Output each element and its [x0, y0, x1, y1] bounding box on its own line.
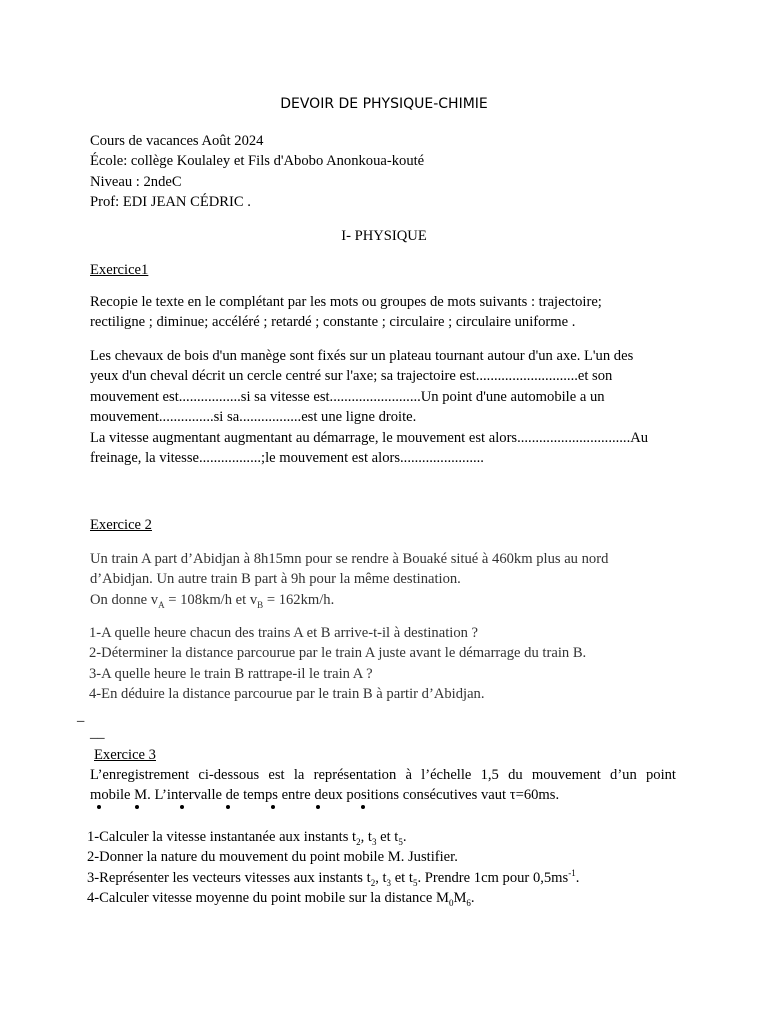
header-info: [90, 131, 680, 213]
header-line: Niveau : 2ndeC: [90, 173, 182, 190]
instruction-line: Recopie le texte en le complétant par les mots ou groupes de mots suivants : trajectoire;: [90, 294, 602, 310]
text-line: mouvement...............si sa.................est une ligne droite.: [90, 409, 417, 426]
header-line: Prof: EDI JEAN CÉDRIC .: [90, 194, 251, 211]
stray-bar: __: [90, 725, 105, 741]
question: 1-Calculer la vitesse instantanée aux instants $t_2$, $t_3$ et $t_5$.: [87, 829, 407, 847]
exercise1-instruction: [90, 292, 680, 333]
instruction-line: rectiligne ; diminue; accéléré ; retardé ; constante ; circulaire ; circulaire uniforme .: [90, 314, 576, 331]
exercise2-questions: [89, 623, 679, 705]
position-dot: [316, 805, 320, 809]
position-dot: [97, 805, 101, 809]
question: 2-Donner la nature du mouvement du point mobile M. Justifier.: [87, 849, 458, 866]
header-line: École: collège Koulaley et Fils d'Abobo Anonkoua-kouté: [90, 153, 425, 170]
text-line: L’enregistrement ci-dessous est la représentation à l’échelle 1,5 du mouvement d’un point: [90, 767, 676, 783]
intro-line: Un train A part d’Abidjan à 8h15mn pour se rendre à Bouaké situé à 460km plus au nord: [90, 551, 609, 567]
exercise3-heading: Exercice 3: [94, 747, 156, 763]
exercise1-heading: Exercice1: [90, 262, 149, 278]
given-values: On donne $v_A = 108km/h$ et $v_B = 162km/h$.: [90, 591, 335, 610]
position-dot: [135, 805, 139, 809]
position-dot: [226, 805, 230, 809]
stray-dash: _: [77, 708, 85, 724]
header-line: Cours de vacances Août 2024: [90, 133, 264, 149]
exercise2-heading: Exercice 2: [90, 517, 152, 533]
position-dot: [271, 805, 275, 809]
section-heading: I- PHYSIQUE: [341, 228, 427, 244]
question: 4-En déduire la distance parcourue par le train B à partir d’Abidjan.: [89, 686, 485, 703]
intro-line: d’Abidjan. Un autre train B part à 9h pour la même destination.: [90, 571, 461, 588]
question: 2-Déterminer la distance parcourue par le train A juste avant le démarrage du train B.: [89, 645, 587, 662]
question: 1-A quelle heure chacun des trains A et B arrive-t-il à destination ?: [89, 625, 479, 641]
question: 3-A quelle heure le train B rattrape-il le train A ?: [89, 665, 373, 682]
text-line: Les chevaux de bois d'un manège sont fixés sur un plateau tournant autour d'un axe. L'un des: [90, 348, 634, 364]
text-line: La vitesse augmentant augmentant au démarrage, le mouvement est alors...............................Au: [90, 429, 649, 446]
text-line: mouvement est.................si sa vitesse est.........................Un point d'une automobile a un: [90, 388, 605, 405]
document-title: DEVOIR DE PHYSIQUE-CHIMIE: [280, 96, 488, 112]
position-dot: [361, 805, 365, 809]
question: 4-Calculer vitesse moyenne du point mobile sur la distance $M_0M_6$.: [87, 890, 475, 909]
exercise3-questions: [87, 827, 677, 909]
text-line: yeux d'un cheval décrit un cercle centré sur l'axe; sa trajectoire est............................et son: [90, 368, 613, 385]
text-line: mobile M. L’intervalle de temps entre deux positions consécutives vaut τ=60ms.: [90, 787, 560, 804]
position-dot: [180, 805, 184, 809]
text-line: freinage, la vitesse.................;le mouvement est alors.......................: [90, 450, 484, 467]
exercise2-intro: [90, 549, 680, 610]
exercise3-text: [90, 765, 676, 806]
question: 3-Représenter les vecteurs vitesses aux instants $t_2$, $t_3$ et $t_5$. Prendre 1cm pour $0,5ms^{-1}$.: [87, 867, 580, 888]
exercise1-text: [90, 346, 680, 468]
